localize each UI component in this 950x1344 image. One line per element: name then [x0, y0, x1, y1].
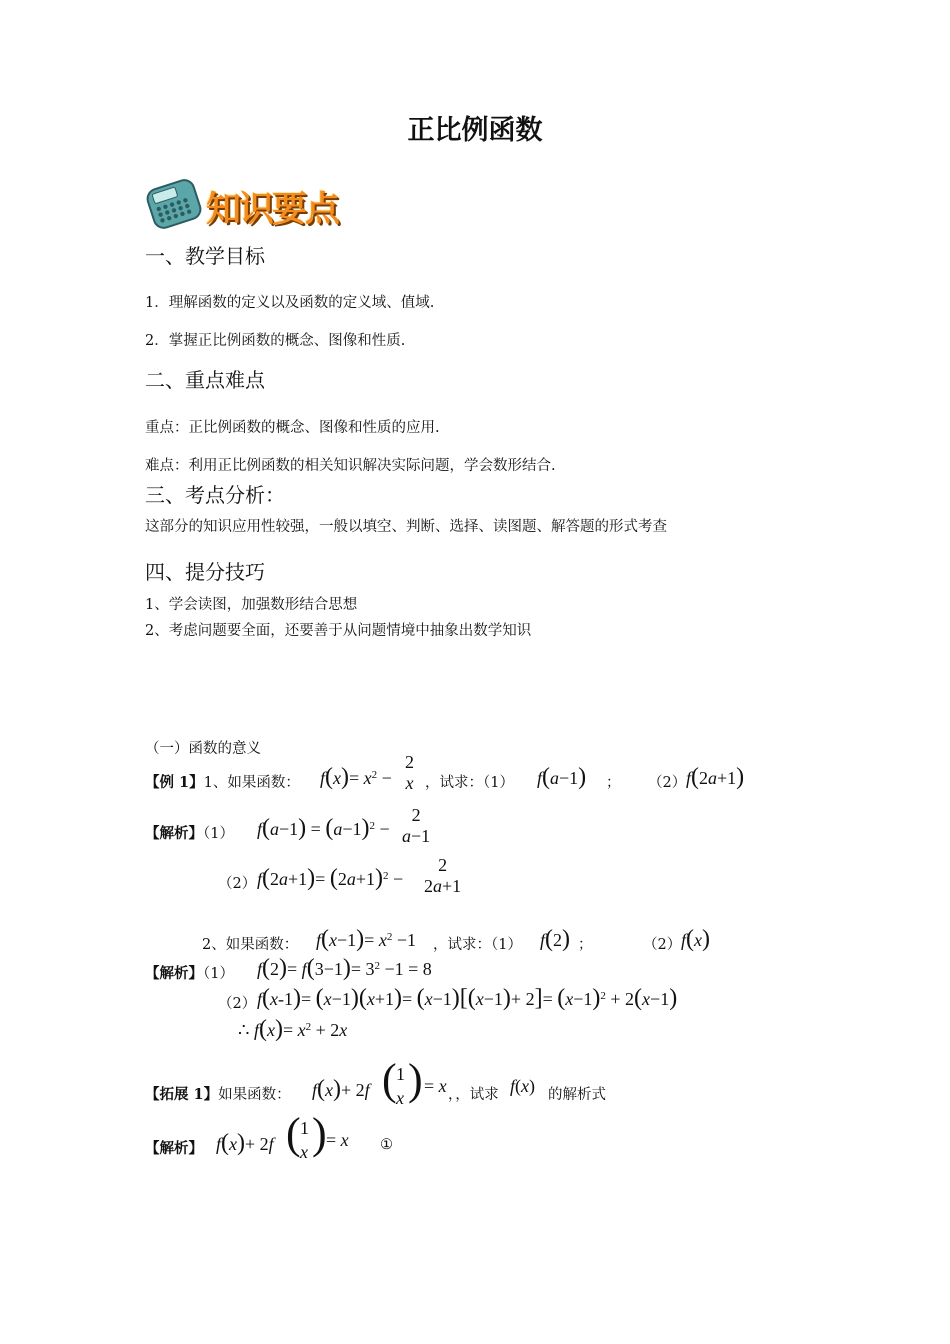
part-heading: （一）函数的意义 [145, 741, 261, 757]
calculator-icon [144, 176, 204, 232]
objective-item: 1．理解函数的定义以及函数的定义域、值域. [145, 295, 435, 311]
example-1-line [145, 771, 300, 792]
example-intro: 1、如果函数： [203, 775, 300, 791]
bracket-1-over-x: ( 1 x ) [286, 1109, 327, 1162]
knowledge-badge [144, 176, 366, 232]
fraction-2-over-2a-plus-1: 2 2a+1 [424, 855, 462, 896]
solution-label: 【解析】 [145, 825, 203, 842]
tip-item: 2、考虑问题要全面，还要善于从问题情境中抽象出数学知识 [145, 623, 532, 639]
solution-line [145, 822, 234, 843]
formula-solution-1a: $f(a-1) = (a-1)^2$ − [257, 815, 390, 841]
extension-label: 【拓展 1】 [145, 1086, 219, 1103]
therefore-symbol: ∴ [238, 1020, 250, 1040]
question-2-label: （2） [648, 775, 687, 791]
extension-tail: 的解析式 [548, 1087, 606, 1103]
extension-line [145, 1083, 291, 1104]
question-2-label: （2） [218, 876, 257, 892]
formula-f-x: f(x) [681, 926, 711, 952]
ask-text: ，试求：（1） [425, 775, 514, 791]
extension-intro: 如果函数： [218, 1087, 291, 1103]
solution-label: 【解析】 [145, 965, 203, 982]
question-2-label: （2） [218, 996, 257, 1012]
analysis-text: 这部分的知识应用性较强，一般以填空、判断、选择、读图题、解答题的形式考查 [145, 519, 667, 535]
fraction-2-over-x: 2 x [405, 752, 414, 793]
formula-f-def: $f(x)= x^2$ − [320, 764, 392, 790]
formula-f-x-minus-1-def: $f(x-1)= x^2 -1$ [316, 926, 416, 952]
fraction-2-over-a-minus-1: 2 a−1 [402, 805, 431, 846]
separator: ； [606, 775, 621, 791]
bracket-1-over-x: ( 1 x ) [382, 1055, 423, 1108]
objective-item: 2．掌握正比例函数的概念、图像和性质. [145, 333, 406, 349]
formula-solution-2a: $f(2)= f(3-1)= 3^2 -1 = 8$ [257, 955, 432, 981]
formula-f-x-inline: f(x) [510, 1076, 536, 1096]
formula-ext-rhs: = x [424, 1076, 447, 1096]
ask-text: ，试求：（1） [433, 937, 522, 953]
page-title: 正比例函数 [407, 115, 543, 146]
keypoint-item: 难点：利用正比例函数的相关知识解决实际问题，学会数形结合. [145, 458, 556, 474]
section-heading-analysis: 三、考点分析： [145, 483, 285, 507]
section-heading-objectives: 一、教学目标 [145, 244, 265, 268]
tip-item: 1、学会读图，加强数形结合思想 [145, 597, 358, 613]
formula-ext-lhs: f(x)+ 2f [312, 1076, 370, 1102]
formula-solution-2b: $f(x-1)= (x-1)(x+1)= (x-1)[(x-1)+ 2]= (x-1)^2 + 2(x-1)$ [257, 985, 678, 1011]
equation-marker: ① [380, 1137, 393, 1153]
solution-label: 【解析】 [145, 1140, 203, 1157]
section-heading-keypoints: 二、重点难点 [145, 368, 265, 392]
solution-line [145, 1137, 203, 1158]
formula-conclusion: ∴ $f(x)= x^2 + 2x$ [238, 1016, 348, 1042]
question-1-label: （1） [203, 966, 234, 982]
formula-ext-solution-rhs: = x [326, 1130, 349, 1150]
example-label: 【例 1】 [145, 774, 204, 791]
badge-text: 知识要点 [206, 190, 339, 230]
question-1-label: （1） [203, 826, 234, 842]
question-2-label: （2） [643, 937, 682, 953]
solution-line [145, 962, 234, 983]
formula-f-2a-plus-1: f(2a+1) [686, 764, 745, 790]
ask-text: ，，试求 [448, 1087, 499, 1103]
formula-solution-1b: $f(2a+1)= (2a+1)^2$ − [257, 865, 404, 891]
section-heading-tips: 四、提分技巧 [145, 560, 265, 584]
keypoint-item: 重点：正比例函数的概念、图像和性质的应用. [145, 420, 440, 436]
formula-f-a-minus-1: f(a−1) [537, 764, 587, 790]
separator: ； [578, 937, 593, 953]
formula-f-2: f(2) [540, 926, 571, 952]
example-2-intro: 2、如果函数： [202, 937, 299, 953]
formula-ext-solution-lhs: f(x)+ 2f [216, 1130, 274, 1156]
